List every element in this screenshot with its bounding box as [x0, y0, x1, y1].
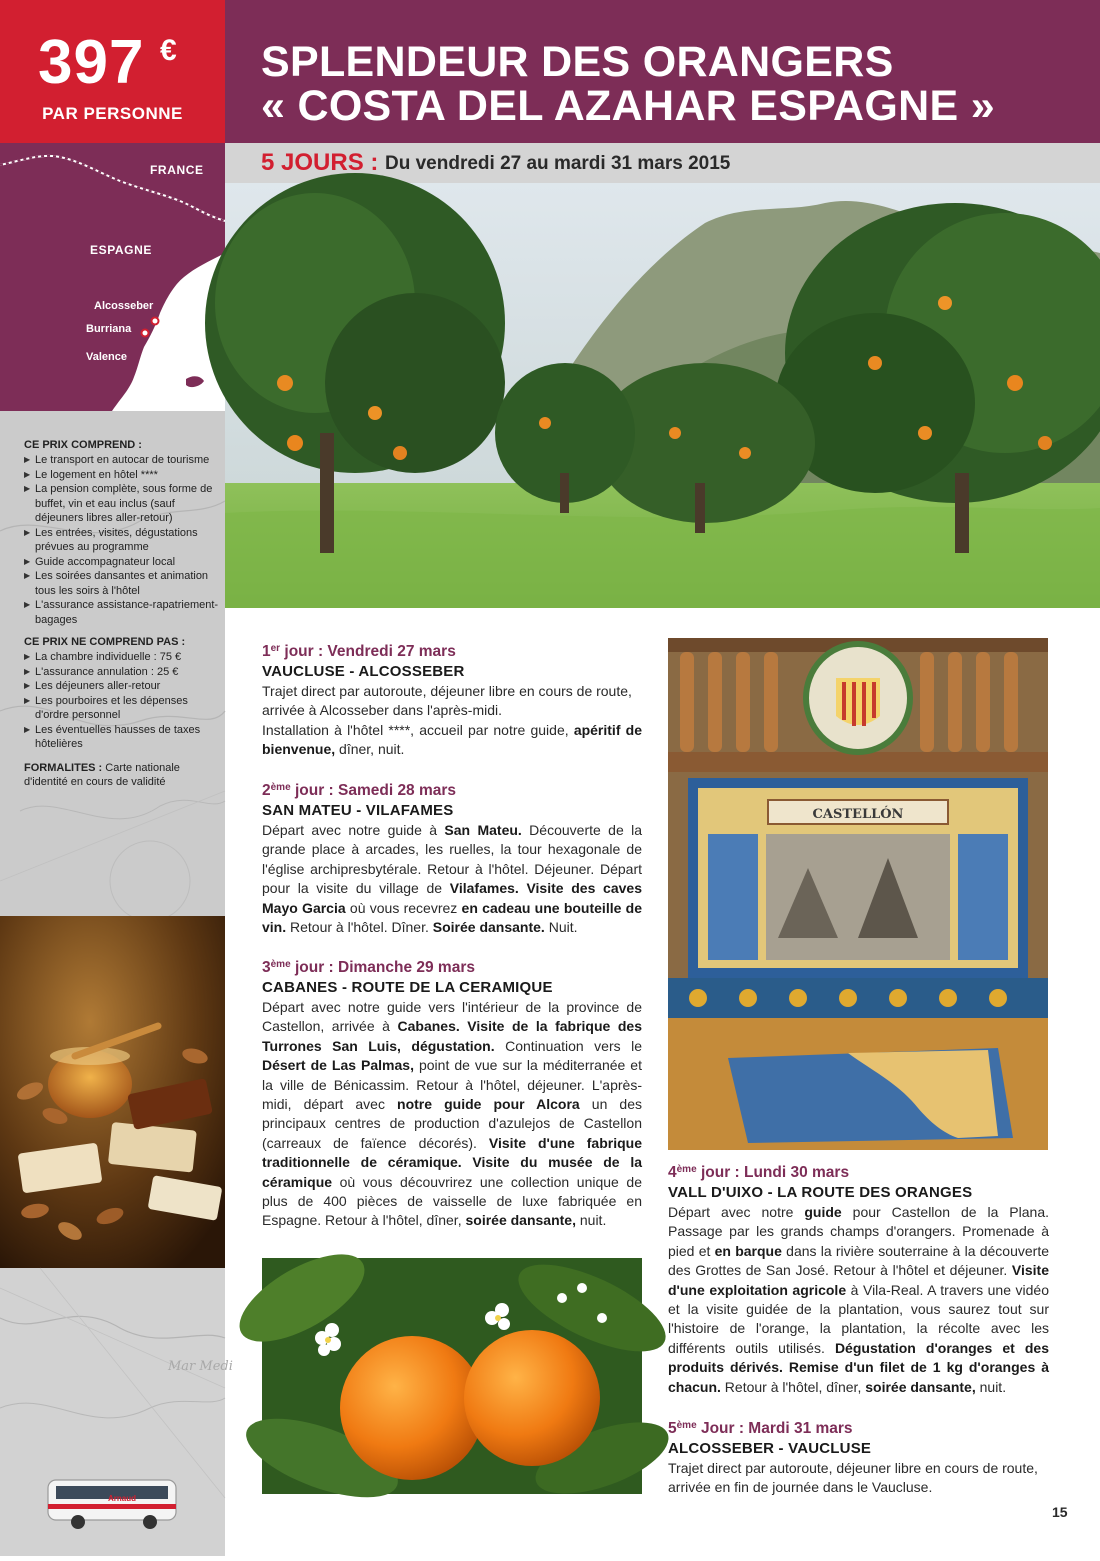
turron-photo	[0, 916, 225, 1268]
list-item: ▶ Les déjeuners aller-retour	[24, 679, 224, 694]
list-item: ▶ L'assurance annulation : 25 €	[24, 665, 224, 680]
map-label-spain: ESPAGNE	[90, 243, 152, 257]
day-4-heading: 4ème jour : Lundi 30 mars	[668, 1164, 850, 1181]
list-item: ▶ Les pourboires et les dépenses d'ordre personnel	[24, 694, 224, 723]
includes-list	[24, 453, 224, 627]
list-item: ▶ Les entrées, visites, dégustations prévues au programme	[24, 526, 224, 555]
title-banner	[225, 0, 1100, 143]
list-item: ▶ L'assurance assistance-rapatriement-bagages	[24, 598, 224, 627]
tiles-sign: CASTELLÓN	[812, 807, 904, 822]
day-2-subtitle: SAN MATEU - VILAFAMES	[262, 802, 454, 819]
tiles-illustration	[668, 638, 1048, 1150]
day-3-text: Départ avec notre guide vers l'intérieur de la province de Castellon, arrivée à Cabanes. Visite de la fabrique des Turrones San Luis, dégustation. Continuation vers le Désert de Las Palmas, point de vue sur la méditerranée et la ville de Bénicassim. Retour à l'hôtel, déjeuner. L'après-midi, départ avec notre guide pour Alcora un des principaux centres de production d'azulejos de Castellon (carreaux de faïence décorés). Visite d'une fabrique traditionnelle de céramique. Visite du musée de la céramique où vous découvrirez une collection unique de plus de 400 pièces de vaisselle de luxe fabriquée en Espagne. Retour à l'hôtel, dîner, soirée dansante, nuit.	[262, 999, 642, 1229]
list-item: ▶ Le logement en hôtel ****	[24, 468, 224, 483]
list-item: ▶ Le transport en autocar de tourisme	[24, 453, 224, 468]
day-2	[262, 781, 642, 937]
day-1-subtitle: VAUCLUSE - ALCOSSEBER	[262, 663, 465, 680]
old-map-panel	[0, 1268, 233, 1556]
day-5-subtitle: ALCOSSEBER - VAUCLUSE	[668, 1440, 872, 1457]
day-2-text: Départ avec notre guide à San Mateu. Découverte de la grande place à arcades, les ruelles, la tour hexagonale de l'église archipresbytérale. Retour à l'hôtel. Déjeuner. Départ pour la visite du village de Vilafames. Visite des caves Mayo Garcia où vous recevrez en cadeau une bouteille de vin. Retour à l'hôtel. Dîner. Soirée dansante. Nuit.	[262, 822, 642, 936]
svg-text:Mar Medi: Mar Medi	[168, 1359, 233, 1374]
excludes-list	[24, 650, 224, 752]
list-item: ▶ Guide accompagnateur local	[24, 555, 224, 570]
list-item: ▶ Les soirées dansantes et animation tous les soirs à l'hôtel	[24, 569, 224, 598]
day-1-text: Installation à l'hôtel ****, accueil par notre guide, apéritif de bienvenue, dîner, nuit.	[262, 721, 643, 758]
alcosseber-marker	[152, 318, 159, 325]
map-label-france: FRANCE	[150, 163, 204, 177]
formalites-text: Carte nationale d'identité en cours de validité	[24, 761, 180, 788]
map-city-alcosseber: Alcosseber	[94, 300, 154, 312]
day-1-heading: 1er jour : Vendredi 27 mars	[262, 643, 456, 660]
orange-grove-illustration	[225, 183, 1100, 608]
day-3-subtitle: CABANES - ROUTE DE LA CERAMIQUE	[262, 979, 553, 996]
day-5-heading: 5ème Jour : Mardi 31 mars	[668, 1420, 853, 1437]
oranges-photo	[262, 1258, 642, 1494]
map-city-burriana: Burriana	[86, 323, 132, 335]
price-label: PAR PERSONNE	[42, 104, 183, 123]
price-box	[0, 0, 225, 143]
page-number: 15	[1052, 1504, 1068, 1520]
formalites	[24, 761, 224, 790]
price-amount: 397	[38, 28, 145, 97]
bus-brand: Arnaud	[108, 1494, 136, 1503]
nougat-piece	[108, 1122, 197, 1173]
includes-title: CE PRIX COMPREND :	[24, 439, 142, 451]
day-5-text: Trajet direct par autoroute, déjeuner libre en cours de route, arrivée en fin de journée dans le Vaucluse.	[668, 1460, 1038, 1496]
list-item: ▶ La chambre individuelle : 75 €	[24, 650, 224, 665]
price-info-panel	[0, 411, 225, 916]
day-4-text: Départ avec notre guide pour Castellon de la Plana. Passage par les grands champs d'orangers. Promenade à pied et en barque dans la rivière souterraine à la découverte des Grottes de San José. Retour à l'hôtel et déjeuner. Visite d'une exploitation agricole à Vila-Real. A travers une vidéo et la visite guidée de la plantation, vous saurez tout sur l'histoire de l'orange, la plantation, la récolte avec les différents outils utilisés. Dégustation d'oranges et des produits dérivés. Remise d'un filet de 1 kg d'oranges à chacun. Retour à l'hôtel, dîner, soirée dansante, nuit.	[668, 1204, 1050, 1395]
day-3	[262, 958, 642, 1231]
day-3-heading: 3ème jour : Dimanche 29 mars	[262, 959, 475, 976]
excludes-title: CE PRIX NE COMPREND PAS :	[24, 636, 186, 648]
day-5	[668, 1419, 1049, 1498]
page-title-line2: « COSTA DEL AZAHAR ESPAGNE »	[261, 82, 995, 130]
list-item: ▶ La pension complète, sous forme de buffet, vin et eau inclus (sauf déjeuners libres aller-retour)	[24, 482, 224, 526]
region-map	[0, 143, 225, 411]
oranges-illustration	[262, 1258, 642, 1494]
orange-fruit	[340, 1336, 484, 1480]
price-currency: €	[160, 34, 177, 67]
map-city-valence: Valence	[86, 351, 127, 363]
day-1-text: Trajet direct par autoroute, déjeuner libre en cours de route, arrivée à Alcosseber dans l'après-midi.	[262, 683, 632, 719]
page-title-line1: SPLENDEUR DES ORANGERS	[261, 38, 894, 86]
day-4	[668, 1163, 1049, 1397]
day-2-heading: 2ème jour : Samedi 28 mars	[262, 782, 457, 799]
map-illustration	[0, 143, 225, 411]
turron-illustration	[0, 916, 225, 1268]
trip-duration: 5 JOURS :	[261, 149, 379, 176]
orange-fruit	[464, 1330, 600, 1466]
burriana-marker	[142, 330, 149, 337]
day-1	[262, 642, 642, 760]
old-map-illustration	[0, 1268, 233, 1556]
list-item: ▶ Les éventuelles hausses de taxes hôtelières	[24, 723, 224, 752]
orange-grove-photo	[225, 183, 1100, 608]
castellon-tiles-photo	[668, 638, 1048, 1150]
formalites-label: FORMALITES :	[24, 761, 103, 774]
trip-dates: Du vendredi 27 au mardi 31 mars 2015	[385, 153, 731, 174]
day-4-subtitle: VALL D'UIXO - LA ROUTE DES ORANGES	[668, 1184, 973, 1201]
